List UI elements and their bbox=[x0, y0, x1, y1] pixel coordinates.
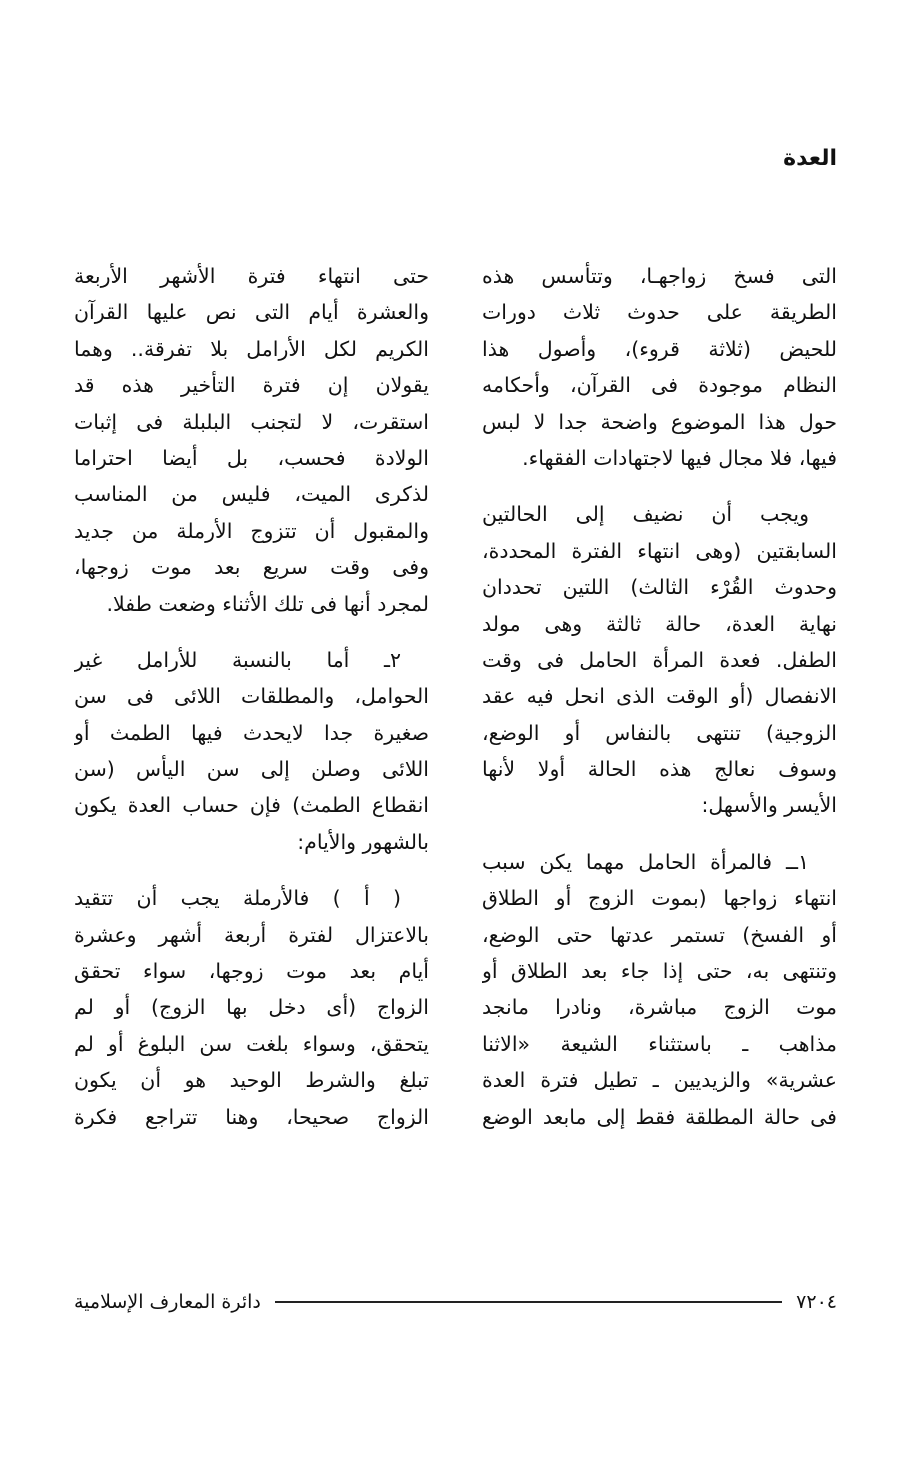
paragraph bbox=[74, 642, 429, 860]
text-line: التى فسخ زواجهـا، وتتأسس هذه bbox=[482, 264, 837, 288]
text-line: والعشرة أيام التى نص عليها القرآن bbox=[74, 300, 429, 325]
text-line: الزوجية) تنتهى بالنفاس أو الوضع، bbox=[482, 720, 837, 745]
text-line: أيام بعد موت زوجها، سواء تحقق bbox=[74, 959, 429, 984]
paragraph bbox=[482, 258, 837, 476]
text-line: فيها، فلا مجال فيها لاجتهادات الفقهاء. bbox=[522, 445, 837, 470]
text-line: انتهاء زواجها (بموت الزوج أو الطلاق bbox=[482, 886, 837, 911]
text-line: وحدوث القُرْء الثالث) اللتين تحددان bbox=[482, 575, 837, 600]
text-line: وفى وقت سريع بعد موت زوجها، bbox=[74, 555, 429, 580]
text-line: يتحقق، وسواء بلغت سن البلوغ أو لم bbox=[74, 1031, 429, 1056]
text-line: عشرية» والزيديين ـ تطيل فترة العدة bbox=[482, 1068, 837, 1093]
text-line: الأيسر والأسهل: bbox=[701, 793, 837, 818]
text-line: وسوف نعالج هذه الحالة أولا لأنها bbox=[482, 757, 837, 782]
text-line: اللائى وصلن إلى سن اليأس (سن bbox=[74, 757, 429, 782]
paragraph bbox=[74, 258, 429, 622]
text-line: الزواج صحيحا، وهنا تتراجع فكرة bbox=[74, 1104, 429, 1129]
text-line: فى حالة المطلقة فقط إلى مابعد الوضع bbox=[482, 1104, 837, 1129]
running-head-title: العدة bbox=[783, 146, 837, 171]
text-line: بالاعتزال لفترة أربعة أشهر وعشرة bbox=[74, 922, 429, 947]
text-line: موت الزوج مباشرة، ونادرا مانجد bbox=[482, 995, 837, 1020]
text-line: لمجرد أنها فى تلك الأثناء وضعت طفلا. bbox=[106, 591, 429, 616]
text-line: ٢ـ أما بالنسبة للأرامل غير bbox=[74, 647, 401, 672]
text-line: ١ــ فالمرأة الحامل مهما يكن سبب bbox=[482, 849, 809, 874]
text-line: أو الفسخ) تستمر عدتها حتى الوضع، bbox=[482, 922, 837, 947]
text-line: الكريم لكل الأرامل بلا تفرقة.. وهما bbox=[74, 336, 429, 361]
text-line: حول هذا الموضوع واضحة جدا لا لبس bbox=[482, 409, 837, 434]
page-footer bbox=[74, 1287, 837, 1317]
text-line: استقرت، لا لتجنب البلبلة فى إثبات bbox=[74, 409, 429, 434]
text-line: الولادة فحسب، بل أيضا احتراما bbox=[74, 445, 429, 470]
publication-title: دائرة المعارف الإسلامية bbox=[74, 1291, 261, 1313]
text-line: وتنتهى به، حتى إذا جاء بعد الطلاق أو bbox=[482, 959, 837, 984]
text-line: الحوامل، والمطلقات اللائى فى سن bbox=[74, 684, 429, 709]
page-number: ٧٢٠٤ bbox=[796, 1291, 837, 1313]
text-line: النظام موجودة فى القرآن، وأحكامه bbox=[482, 373, 837, 398]
text-line: الانفصال (أو الوقت الذى انحل فيه عقد bbox=[482, 684, 837, 709]
text-line: نهاية العدة، حالة ثالثة وهى مولد bbox=[482, 611, 837, 636]
text-line: مذاهب ـ باستثناء الشيعة «الاثنا bbox=[482, 1031, 837, 1056]
text-line: بالشهور والأيام: bbox=[297, 829, 429, 854]
paragraph bbox=[74, 880, 429, 1135]
text-line: الزواج (أى دخل بها الزوج) أو لم bbox=[74, 995, 429, 1020]
text-line: صغيرة جدا لايحدث فيها الطمث أو bbox=[74, 720, 429, 745]
paragraph bbox=[482, 844, 837, 1135]
right-column bbox=[482, 258, 837, 1135]
text-line: انقطاع الطمث) فإن حساب العدة يكون bbox=[74, 793, 429, 818]
text-line: الطريقة على حدوث ثلاث دورات bbox=[482, 300, 837, 325]
text-line: السابقتين (وهى انتهاء الفترة المحددة، bbox=[482, 538, 837, 563]
left-column bbox=[74, 258, 429, 1135]
text-line: ( أ ) فالأرملة يجب أن تتقيد bbox=[74, 886, 401, 911]
text-line: الطفل. فعدة المرأة الحامل فى وقت bbox=[482, 647, 837, 672]
footer-rule bbox=[275, 1301, 782, 1303]
text-line: ويجب أن نضيف إلى الحالتين bbox=[482, 502, 809, 527]
text-line: تبلغ والشرط الوحيد هو أن يكون bbox=[74, 1068, 429, 1093]
text-line: حتى انتهاء فترة الأشهر الأربعة bbox=[74, 264, 429, 288]
text-line: يقولان إن فترة التأخير هذه قد bbox=[74, 373, 429, 398]
text-line: لذكرى الميت، فليس من المناسب bbox=[74, 482, 429, 507]
paragraph bbox=[482, 496, 837, 824]
text-line: للحيض (ثلاثة قروء)، وأصول هذا bbox=[482, 336, 837, 361]
text-line: والمقبول أن تتزوج الأرملة من جديد bbox=[74, 518, 429, 543]
